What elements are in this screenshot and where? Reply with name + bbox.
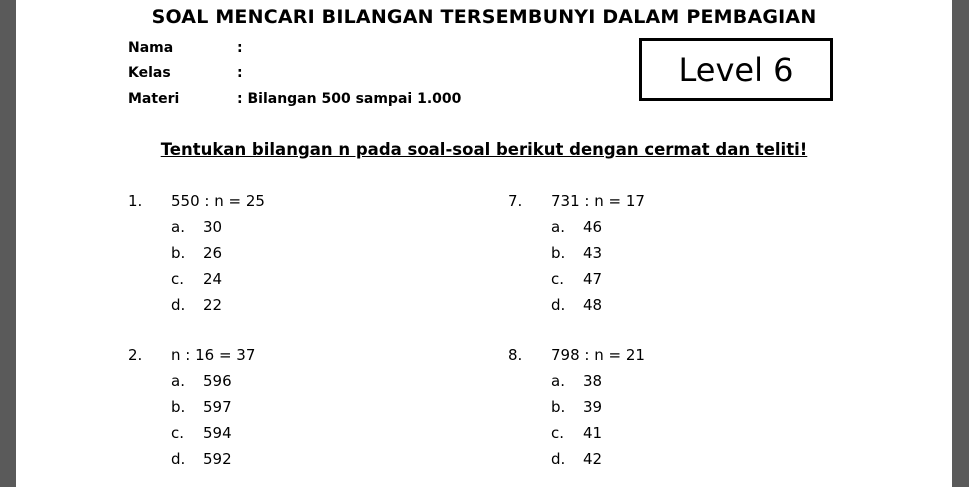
option-value: 47	[583, 270, 603, 288]
option-letter: d.	[171, 296, 186, 314]
option-letter: c.	[171, 424, 185, 442]
option-value: 592	[203, 450, 232, 468]
option-letter: a.	[171, 372, 185, 390]
option-value: 22	[203, 296, 223, 314]
question-text: 550 : n = 25	[171, 192, 265, 210]
question-text: 798 : n = 21	[551, 346, 645, 364]
worksheet-title: SOAL MENCARI BILANGAN TERSEMBUNYI DALAM PEMBAGIAN	[151, 6, 817, 28]
option-value: 30	[203, 218, 223, 236]
class-label: Kelas	[128, 65, 171, 81]
option-value: 48	[583, 296, 603, 314]
question-number: 7.	[508, 192, 523, 210]
option-value: 597	[203, 398, 232, 416]
question-number: 2.	[128, 346, 143, 364]
option-letter: c.	[171, 270, 185, 288]
question-number: 1.	[128, 192, 143, 210]
option-letter: c.	[551, 424, 565, 442]
name-value: :	[237, 40, 243, 56]
option-letter: b.	[551, 398, 566, 416]
option-value: 26	[203, 244, 223, 262]
option-letter: d.	[551, 296, 566, 314]
option-value: 41	[583, 424, 603, 442]
question-text: n : 16 = 37	[171, 346, 256, 364]
option-letter: a.	[551, 372, 565, 390]
level-box: Level 6	[639, 38, 833, 101]
class-value: :	[237, 65, 243, 81]
option-letter: d.	[551, 450, 566, 468]
option-letter: c.	[551, 270, 565, 288]
option-letter: b.	[551, 244, 566, 262]
question-number: 8.	[508, 346, 523, 364]
material-label: Materi	[128, 91, 180, 107]
instruction: Tentukan bilangan n pada soal-soal berikut dengan cermat dan teliti!	[160, 140, 808, 159]
option-letter: a.	[551, 218, 565, 236]
option-letter: b.	[171, 244, 186, 262]
document-page	[16, 0, 952, 487]
option-value: 46	[583, 218, 603, 236]
name-label: Nama	[128, 40, 174, 56]
question-text: 731 : n = 17	[551, 192, 645, 210]
option-value: 38	[583, 372, 603, 390]
option-value: 596	[203, 372, 232, 390]
option-letter: a.	[171, 218, 185, 236]
material-value: : Bilangan 500 sampai 1.000	[237, 91, 462, 107]
option-value: 39	[583, 398, 603, 416]
option-value: 43	[583, 244, 603, 262]
option-value: 42	[583, 450, 603, 468]
option-letter: d.	[171, 450, 186, 468]
option-value: 594	[203, 424, 232, 442]
option-value: 24	[203, 270, 223, 288]
option-letter: b.	[171, 398, 186, 416]
